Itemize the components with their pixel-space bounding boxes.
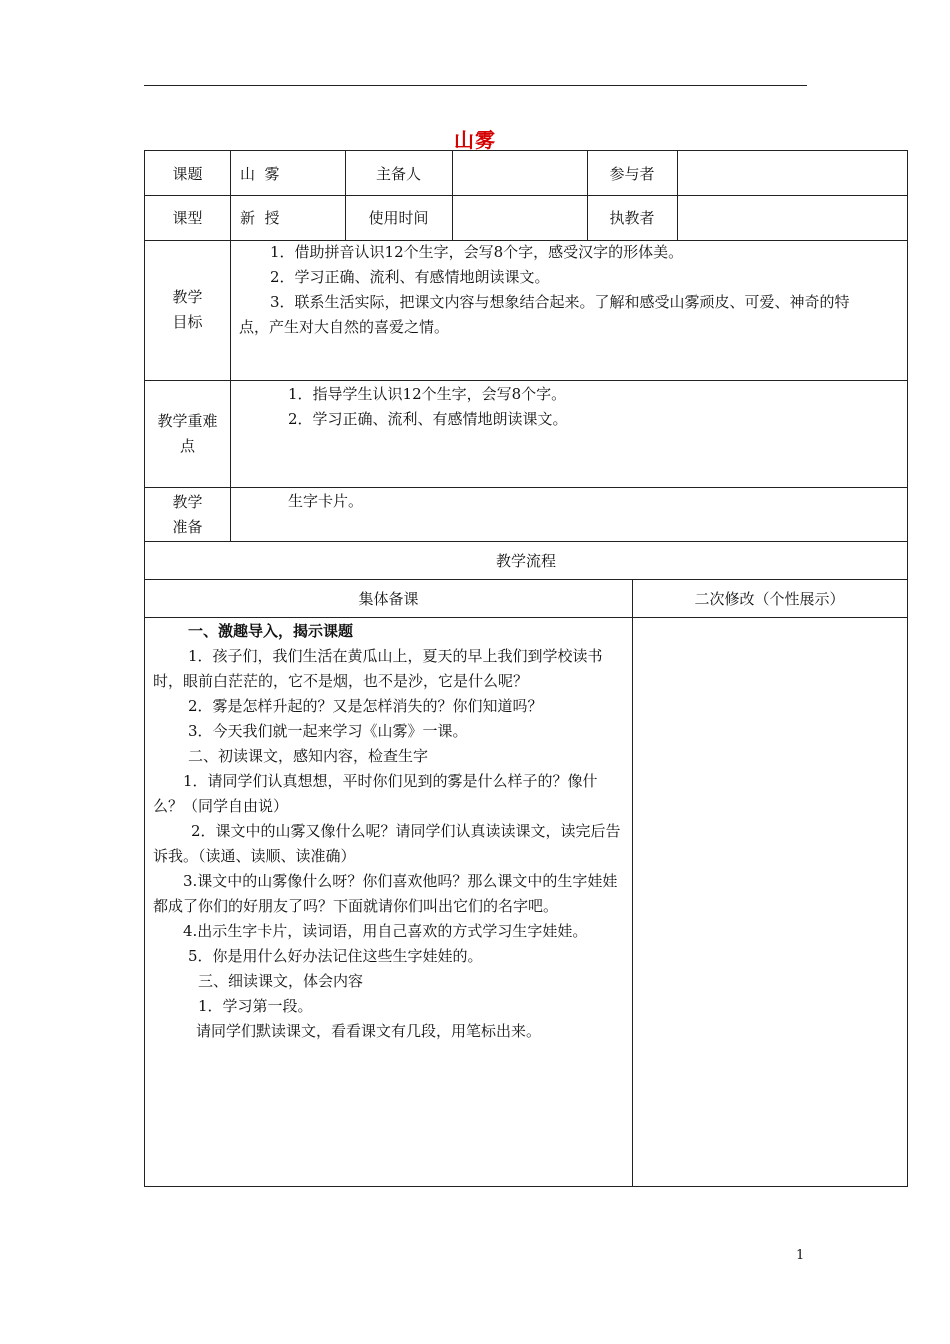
- col-divider: [230, 240, 231, 541]
- usage-time-value: [457, 195, 587, 240]
- row-divider: [145, 380, 907, 381]
- topic-label: 课题: [172, 164, 203, 183]
- topic-value: 山 雾: [240, 164, 280, 183]
- header-rule: [144, 85, 807, 86]
- col-divider: [452, 151, 453, 240]
- participant-label: 参与者: [609, 164, 655, 183]
- flow-paragraph: 1．孩子们，我们生活在黄瓜山上，夏天的早上我们到学校读书时，眼前白茫茫的，它不是烟，也不是沙，它是什么呢？: [153, 647, 603, 690]
- col-divider: [230, 151, 231, 240]
- col-divider: [677, 151, 678, 240]
- collective-prep-content: [153, 619, 623, 1044]
- lesson-type-value: 新 授: [240, 209, 280, 227]
- flow-paragraph: 2．雾是怎样升起的？又是怎样消失的？你们知道吗？: [188, 697, 543, 715]
- goals-label: [145, 285, 230, 335]
- flow-paragraph: 二、初读课文，感知内容，检查生字: [188, 747, 429, 765]
- flow-paragraph: 2．课文中的山雾又像什么呢？请同学们认真读读课文，读完后告诉我。（读通、读顺、读准确）: [153, 822, 621, 865]
- page-number: 1: [796, 1248, 805, 1263]
- goals-label-line: 教学: [172, 288, 203, 306]
- key-point-item: 1．指导学生认识12个生字，会写8个字。: [288, 385, 567, 403]
- flow-paragraph: 请同学们默读课文，看看课文有几段，用笔标出来。: [196, 1022, 542, 1040]
- goal-item: 1．借助拼音认识12个生字，会写8个字，感受汉字的形体美。: [270, 243, 684, 261]
- flow-paragraph: 4.出示生字卡片，读词语，用自己喜欢的方式学习生字娃娃。: [183, 922, 588, 940]
- lead-preparer-label: 主备人: [375, 164, 421, 183]
- flow-paragraph: 3．今天我们就一起来学习《山雾》一课。: [188, 722, 468, 740]
- participant-value: [683, 151, 907, 195]
- flow-paragraph: 1．请同学们认真想想，平时你们见到的雾是什么样子的？像什么？（同学自由说）: [153, 772, 598, 815]
- goal-item: 3．联系生活实际，把课文内容与想象结合起来。了解和感受山雾顽皮、可爱、神奇的特: [270, 293, 850, 311]
- collective-prep-header: 集体备课: [358, 589, 419, 608]
- executor-value: [683, 195, 907, 240]
- usage-time-label: 使用时间: [368, 209, 429, 227]
- document-title: 山雾: [454, 128, 496, 152]
- flow-paragraph: 三、细读课文，体会内容: [198, 972, 364, 990]
- lesson-plan-table: [144, 150, 908, 1187]
- lesson-type-label: 课型: [172, 209, 203, 227]
- prep-label-line: 准备: [172, 518, 203, 536]
- executor-label: 执教者: [609, 209, 655, 227]
- lead-preparer-value: [457, 151, 587, 195]
- row-divider: [145, 617, 907, 618]
- prep-label: [145, 490, 230, 540]
- row-divider: [145, 487, 907, 488]
- key-points-label-line: 教学重难: [157, 412, 218, 430]
- prep-label-line: 教学: [172, 493, 203, 511]
- teaching-flow-header: 教学流程: [495, 551, 556, 570]
- flow-paragraph: 一、激趣导入，揭示课题: [188, 622, 354, 640]
- key-points-label-line: 点: [179, 437, 195, 455]
- goal-item: 点，产生对大自然的喜爱之情。: [239, 318, 450, 336]
- key-points-label: [145, 409, 230, 459]
- key-point-item: 2．学习正确、流利、有感情地朗读课文。: [288, 410, 568, 428]
- flow-paragraph: 1．学习第一段。: [198, 997, 313, 1015]
- second-revision-header: 二次修改（个性展示）: [694, 589, 845, 608]
- goal-item: 2．学习正确、流利、有感情地朗读课文。: [270, 268, 550, 286]
- flow-paragraph: 5．你是用什么好办法记住这些生字娃娃的。: [188, 947, 483, 965]
- flow-paragraph: 3.课文中的山雾像什么呀？你们喜欢他吗？那么课文中的生字娃娃都成了你们的好朋友了吗？下面就请你们叫出它们的名字吧。: [153, 872, 618, 915]
- goals-label-line: 目标: [172, 313, 203, 331]
- prep-value: 生字卡片。: [288, 492, 364, 510]
- col-divider: [632, 579, 633, 1187]
